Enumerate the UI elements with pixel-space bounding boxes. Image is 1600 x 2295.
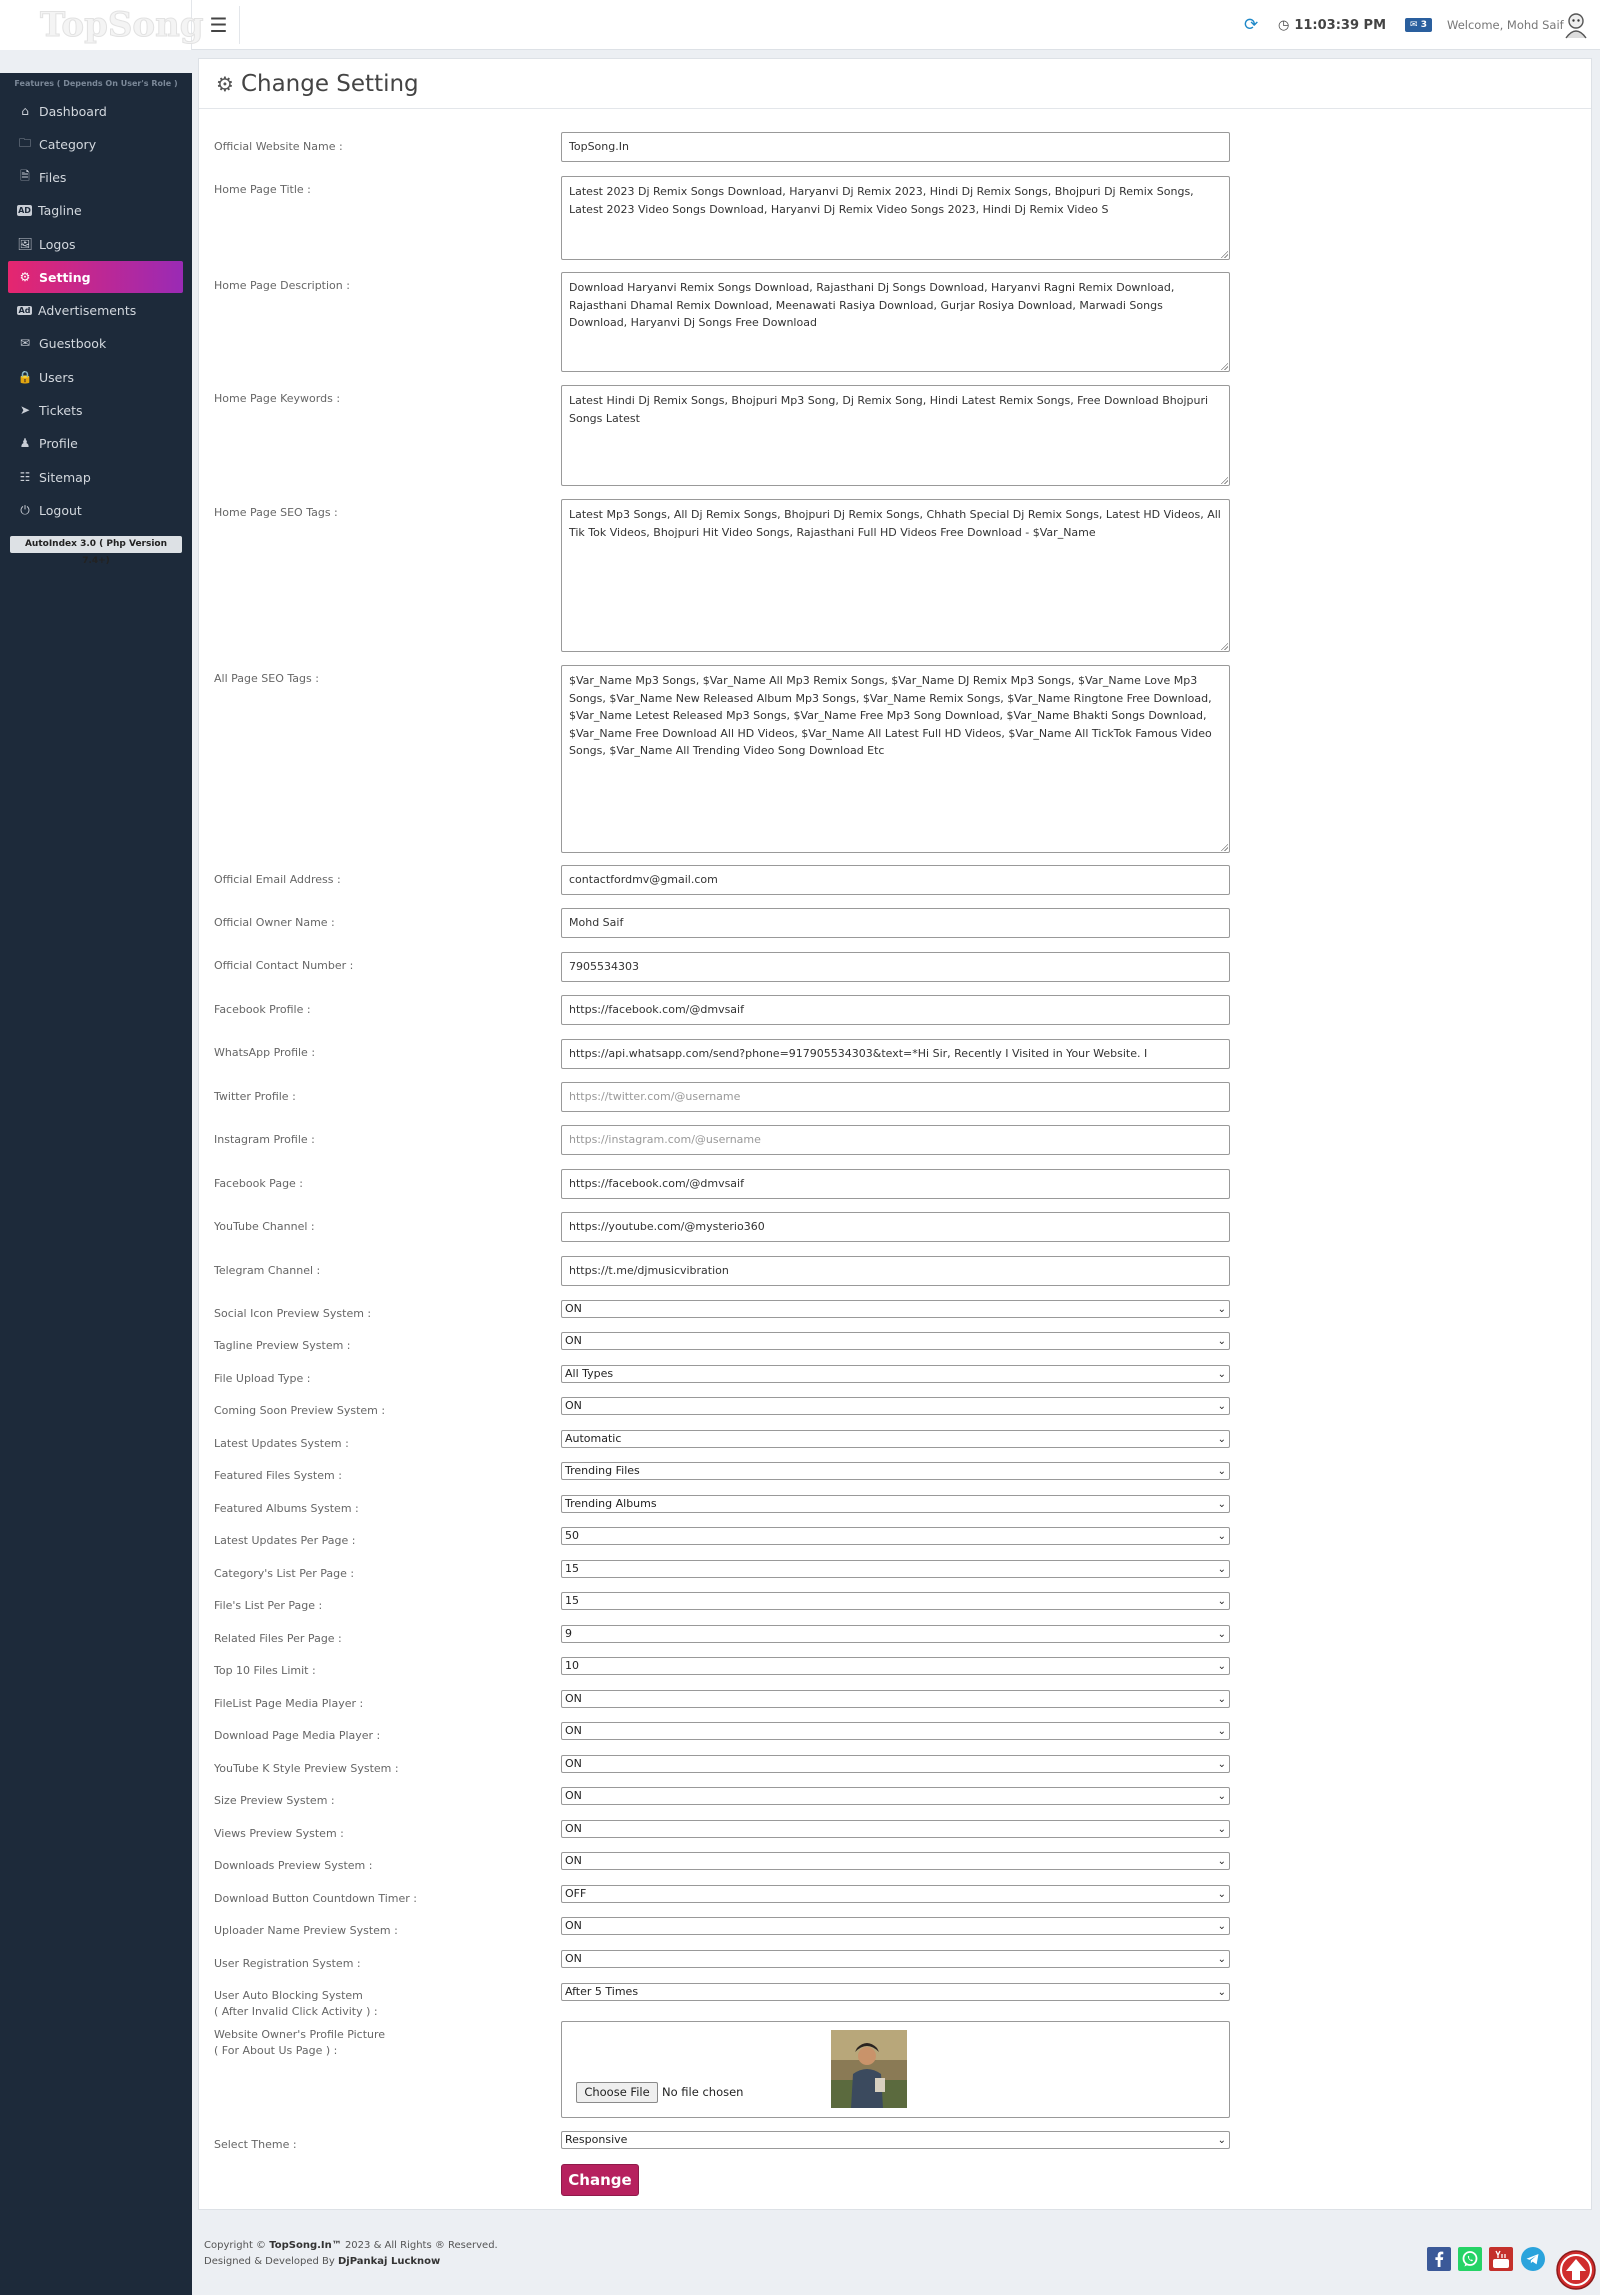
latest-updates-per-page-label: Latest Updates Per Page : [214,1534,356,1547]
sidebar-heading: Features ( Depends On User's Role ) [14,79,178,88]
home-description-textarea[interactable]: Download Haryanvi Remix Songs Download, Rajasthani Dj Songs Download, Haryanvi Ragni Remix Download, Rajasthani Dhamal Remix Download, Meenawati Rasiya Download, Gurjar Rosiya Download, Marwadi Songs Download, Haryanvi Dj Songs Free Download [561,272,1230,372]
image-icon: 🖼 [17,237,33,251]
envelope-icon: ✉ [19,336,31,350]
coming-soon-preview-label: Coming Soon Preview System : [214,1404,386,1417]
facebook-profile-input[interactable]: https://facebook.com/@dmvsaif [561,995,1230,1025]
sidebar [0,73,192,2295]
chevron-down-icon: ⌄ [1217,2135,1226,2146]
chevron-down-icon: ⌄ [1217,1629,1226,1640]
instagram-profile-label: Instagram Profile : [214,1133,315,1146]
user-icon: ♟ [19,436,31,450]
youtube-channel-input[interactable]: https://youtube.com/@mysterio360 [561,1212,1230,1242]
website-name-label: Official Website Name : [214,140,343,153]
instagram-profile-input[interactable]: https://instagram.com/@username [561,1125,1230,1155]
home-description-label: Home Page Description : [214,279,350,292]
downloads-preview-select[interactable]: ON ⌄ [561,1852,1230,1870]
chevron-down-icon: ⌄ [1217,1921,1226,1932]
sidebar-item-guestbook[interactable]: ✉ Guestbook [8,327,183,359]
tagline-preview-select[interactable]: ON ⌄ [561,1332,1230,1350]
mail-badge[interactable] [1405,0,1432,50]
home-icon: ⌂ [21,104,29,118]
home-seo-tags-textarea[interactable]: Latest Mp3 Songs, All Dj Remix Songs, Bhojpuri Dj Remix Songs, Chhath Special Dj Remix Songs, Latest HD Videos, All Tik Tok Videos, Bhojpuri Hit Video Songs, Rajasthani Full HD Videos Free Download - $Var_Name [561,499,1230,652]
home-keywords-textarea[interactable]: Latest Hindi Dj Remix Songs, Bhojpuri Mp3 Song, Dj Remix Song, Hindi Latest Remix Songs, Free Download Bhojpuri Songs Latest [561,385,1230,486]
chevron-down-icon: ⌄ [1217,1336,1226,1347]
sidebar-item-advertisements[interactable]: Ad Advertisements [18,302,137,318]
whatsapp-profile-label: WhatsApp Profile : [214,1046,316,1059]
whatsapp-icon[interactable] [1458,2247,1482,2271]
category-list-per-page-select[interactable]: 15 ⌄ [561,1560,1230,1578]
ad-icon: Ad [18,305,31,315]
countdown-timer-label: Download Button Countdown Timer : [214,1892,418,1905]
copyright-line: Copyright © TopSong.In™ 2023 & All Rights ® Reserved. [204,2240,498,2251]
contact-number-input[interactable]: 7905534303 [561,952,1230,982]
auto-blocking-select[interactable]: After 5 Times ⌄ [561,1983,1230,2001]
file-upload-type-select[interactable]: All Types ⌄ [561,1365,1230,1383]
chevron-down-icon: ⌄ [1217,1726,1226,1737]
file-list-per-page-select[interactable]: 15 ⌄ [561,1592,1230,1610]
chevron-down-icon: ⌄ [1217,1401,1226,1412]
tagline-preview-label: Tagline Preview System : [214,1339,351,1352]
filelist-media-player-select[interactable]: ON ⌄ [561,1690,1230,1708]
filelist-media-player-label: FileList Page Media Player : [214,1697,364,1710]
featured-files-label: Featured Files System : [214,1469,342,1482]
featured-files-select[interactable]: Trending Files ⌄ [561,1462,1230,1480]
tag-icon: ➤ [19,403,31,417]
views-preview-select[interactable]: ON ⌄ [561,1820,1230,1838]
size-preview-label: Size Preview System : [214,1794,335,1807]
clock-time: 11:03:39 PM [1294,17,1387,33]
related-files-per-page-label: Related Files Per Page : [214,1632,342,1645]
email-label: Official Email Address : [214,873,341,886]
home-seo-tags-label: Home Page SEO Tags : [214,506,338,519]
related-files-per-page-select[interactable]: 9 ⌄ [561,1625,1230,1643]
sidebar-item-files[interactable]: 🗎 Files [8,161,183,193]
category-list-per-page-label: Category's List Per Page : [214,1567,355,1580]
chevron-down-icon: ⌄ [1217,1499,1226,1510]
sidebar-item-sitemap[interactable]: ☷ Sitemap [8,461,183,493]
page-title: ⚙ Change Setting [199,59,1591,109]
download-media-player-label: Download Page Media Player : [214,1729,381,1742]
brand-link[interactable]: TopSong.In™ [269,2240,342,2251]
downloads-preview-label: Downloads Preview System : [214,1859,373,1872]
select-theme-select[interactable]: Responsive ⌄ [561,2131,1230,2149]
twitter-profile-label: Twitter Profile : [214,1090,296,1103]
chevron-down-icon: ⌄ [1217,1661,1226,1672]
telegram-icon[interactable] [1521,2247,1545,2271]
footer [204,2238,498,2270]
user-registration-label: User Registration System : [214,1957,361,1970]
profile-picture-preview [831,2030,907,2108]
chevron-down-icon: ⌄ [1217,1369,1226,1380]
owner-name-input[interactable]: Mohd Saif [561,908,1230,938]
email-input[interactable]: contactfordmv@gmail.com [561,865,1230,895]
chevron-down-icon: ⌄ [1217,1434,1226,1445]
folder-icon: 🗀 [18,135,31,150]
chevron-down-icon: ⌄ [1217,1564,1226,1575]
choose-file-button[interactable]: Choose File [576,2082,658,2103]
chevron-down-icon: ⌄ [1217,1596,1226,1607]
website-name-input[interactable]: TopSong.In [561,132,1230,162]
designed-by-line: Designed & Developed By DjPankaj Lucknow [204,2256,441,2267]
facebook-icon[interactable] [1427,2247,1451,2271]
sidebar-item-setting[interactable]: ⚙ Setting [8,261,183,293]
menu-toggle-button[interactable] [198,6,240,44]
uploader-name-preview-label: Uploader Name Preview System : [214,1924,398,1937]
twitter-profile-input[interactable]: https://twitter.com/@username [561,1082,1230,1112]
facebook-profile-label: Facebook Profile : [214,1003,311,1016]
chevron-down-icon: ⌄ [1217,1466,1226,1477]
top-files-limit-select[interactable]: 10 ⌄ [561,1657,1230,1675]
chevron-down-icon: ⌄ [1217,1791,1226,1802]
clock [1278,0,1386,50]
select-theme-label: Select Theme : [214,2138,297,2151]
whatsapp-profile-input[interactable]: https://api.whatsapp.com/send?phone=917905534303&text=*Hi Sir, Recently I Visited in Your Website. I [561,1039,1230,1069]
user-avatar[interactable] [1563,11,1589,39]
youtube-k-style-select[interactable]: ON ⌄ [561,1755,1230,1773]
latest-updates-system-select[interactable]: Automatic ⌄ [561,1430,1230,1448]
countdown-timer-select[interactable]: OFF ⌄ [561,1885,1230,1903]
file-icon: 🗎 [20,168,30,183]
top-bar [0,0,1600,50]
sidebar-item-category[interactable]: 🗀 Category [8,128,183,160]
svg-text:TopSong: TopSong [40,5,204,45]
owner-name-label: Official Owner Name : [214,916,335,929]
file-status: No file chosen [662,2085,744,2099]
chevron-down-icon: ⌄ [1217,1531,1226,1542]
views-preview-label: Views Preview System : [214,1827,344,1840]
file-upload-type-label: File Upload Type : [214,1372,311,1385]
chevron-down-icon: ⌄ [1217,1694,1226,1705]
chevron-down-icon: ⌄ [1217,1889,1226,1900]
size-preview-select[interactable]: ON ⌄ [561,1787,1230,1805]
profile-picture-label: Website Owner's Profile Picture ( For About Us Page ) : [214,2028,386,2057]
sidebar-item-tickets[interactable]: ➤ Tickets [8,394,183,426]
envelope-icon: ✉ [1410,20,1418,30]
profile-picture-upload [561,2021,1230,2118]
file-list-per-page-label: File's List Per Page : [214,1599,323,1612]
facebook-page-label: Facebook Page : [214,1177,304,1190]
site-logo[interactable] [0,0,204,50]
chevron-down-icon: ⌄ [1217,1954,1226,1965]
sidebar-item-users[interactable]: 🔒 Users [17,369,75,385]
ad-icon: AD [18,205,31,215]
social-icon-preview-select[interactable]: ON ⌄ [561,1300,1230,1318]
change-button[interactable]: Change [561,2164,639,2196]
youtube-channel-label: YouTube Channel : [214,1220,315,1233]
youtube-k-style-label: YouTube K Style Preview System : [214,1762,399,1775]
telegram-channel-input[interactable]: https://t.me/djmusicvibration [561,1256,1230,1286]
power-icon: ⏻ [20,502,30,517]
mail-count: 3 [1420,20,1427,30]
home-title-textarea[interactable]: Latest 2023 Dj Remix Songs Download, Haryanvi Dj Remix 2023, Hindi Dj Remix Songs, Bhojpuri Dj Remix Songs, Latest 2023 Video Songs Download, Haryanvi Dj Remix Video Songs 2023, Hindi Dj Remix Video S [561,176,1230,260]
social-icon-preview-label: Social Icon Preview System : [214,1307,372,1320]
latest-updates-per-page-select[interactable]: 50 ⌄ [561,1527,1230,1545]
all-seo-tags-label: All Page SEO Tags : [214,672,319,685]
auto-blocking-label: User Auto Blocking System ( After Invalid Click Activity ) : [214,1989,378,2018]
sidebar-item-profile[interactable]: ♟ Profile [8,427,183,459]
coming-soon-preview-select[interactable]: ON ⌄ [561,1397,1230,1415]
designer-link[interactable]: DjPankaj Lucknow [338,2256,441,2267]
featured-albums-select[interactable]: Trending Albums ⌄ [561,1495,1230,1513]
all-seo-tags-textarea[interactable]: $Var_Name Mp3 Songs, $Var_Name All Mp3 Remix Songs, $Var_Name DJ Remix Mp3 Songs, $Var_Name Love Mp3 Songs, $Var_Name New Released Album Mp3 Songs, $Var_Name Remix Songs, $Var_Name Ringtone Free Download, $Var_Name Letest Released Mp3 Songs, $Var_Name Free Mp3 Song Download, $Var_Name Bhakti Songs Download, $Var_Name Free Download All HD Videos, $Var_Name All Latest Full HD Videos, $Var_Name All TickTok Famous Video Songs, $Var_Name All Trending Video Song Download Etc [561,665,1230,853]
hamburger-icon: ☰ [209,14,228,37]
facebook-page-input[interactable]: https://facebook.com/@dmvsaif [561,1169,1230,1199]
telegram-channel-label: Telegram Channel : [214,1264,321,1277]
sidebar-item-dashboard[interactable]: ⌂ Dashboard [8,95,183,127]
user-registration-select[interactable]: ON ⌄ [561,1950,1230,1968]
sidebar-item-logos[interactable]: 🖼 Logos [17,236,76,252]
download-media-player-select[interactable]: ON ⌄ [561,1722,1230,1740]
lock-icon: 🔒 [17,370,33,384]
chevron-down-icon: ⌄ [1217,1759,1226,1770]
chevron-down-icon: ⌄ [1217,1856,1226,1867]
youtube-icon[interactable] [1489,2247,1513,2271]
gear-icon: ⚙ [216,71,234,96]
clock-icon: ◷ [1278,17,1290,33]
refresh-icon[interactable]: ⟳ [1244,15,1259,35]
chevron-down-icon: ⌄ [1217,1987,1226,1998]
scroll-to-top-icon[interactable] [1556,2250,1596,2290]
welcome-text: Welcome, Mohd Saif [1447,18,1564,32]
home-title-label: Home Page Title : [214,183,311,196]
uploader-name-preview-select[interactable]: ON ⌄ [561,1917,1230,1935]
sitemap-icon: ☷ [19,470,31,484]
contact-number-label: Official Contact Number : [214,959,354,972]
chevron-down-icon: ⌄ [1217,1824,1226,1835]
featured-albums-label: Featured Albums System : [214,1502,359,1515]
latest-updates-system-label: Latest Updates System : [214,1437,349,1450]
version-badge: AutoIndex 3.0 ( Php Version 7.4+) [10,536,182,553]
sidebar-item-logout[interactable]: ⏻ Logout [8,494,183,526]
chevron-down-icon: ⌄ [1217,1304,1226,1315]
top-files-limit-label: Top 10 Files Limit : [214,1664,316,1677]
logo-image [38,4,204,46]
home-keywords-label: Home Page Keywords : [214,392,341,405]
gear-icon: ⚙ [19,270,31,284]
sidebar-item-tagline[interactable]: AD Tagline [18,202,82,218]
